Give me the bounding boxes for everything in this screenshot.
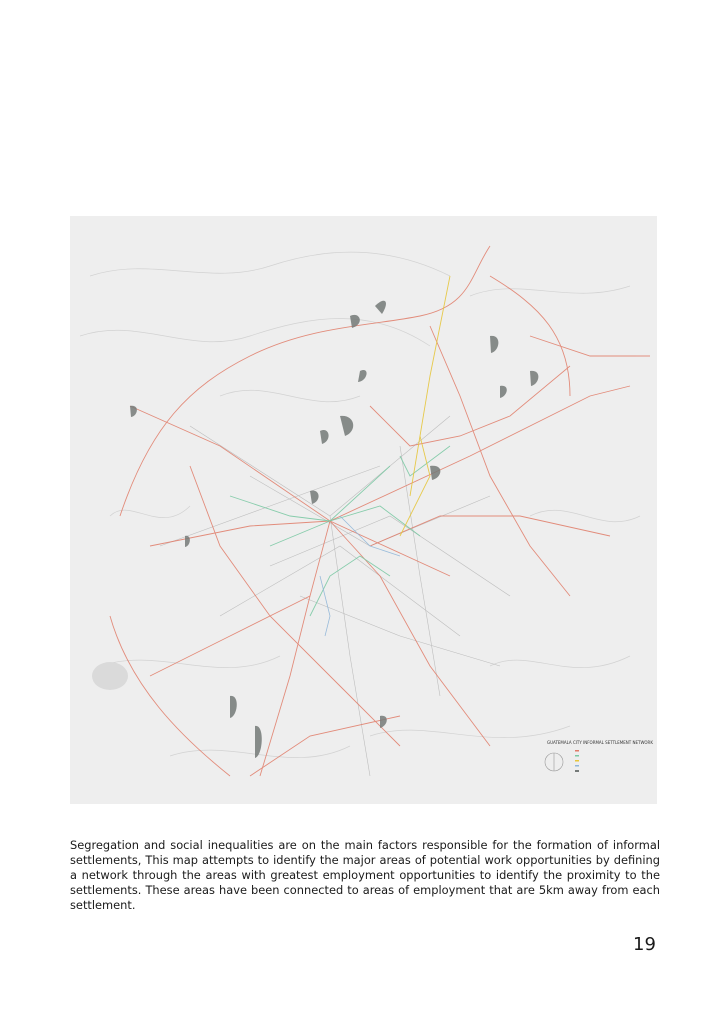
lake-shape	[92, 662, 128, 690]
legend-swatch-settlement	[575, 770, 579, 772]
map-background	[70, 216, 657, 804]
legend-swatch-green	[575, 755, 579, 757]
legend-swatch-yellow	[575, 760, 579, 762]
figure-caption: Segregation and social inequalities are on the main factors responsible for the formation of informal settlements, This map attempts to identify the major areas of potential work opportunities by defining a network through the areas with greatest employment opportunities to identify the proximity to the settlements. These areas have been connected to areas of employment that are 5km away from each settlement.	[70, 838, 660, 913]
page-number: 19	[633, 934, 656, 955]
legend-title: GUATEMALA CITY INFORMAL SETTLEMENT NETWORK	[547, 740, 653, 745]
legend-swatch-blue	[575, 765, 579, 767]
legend-swatch-red	[575, 750, 579, 752]
settlement-network-map	[70, 216, 657, 804]
